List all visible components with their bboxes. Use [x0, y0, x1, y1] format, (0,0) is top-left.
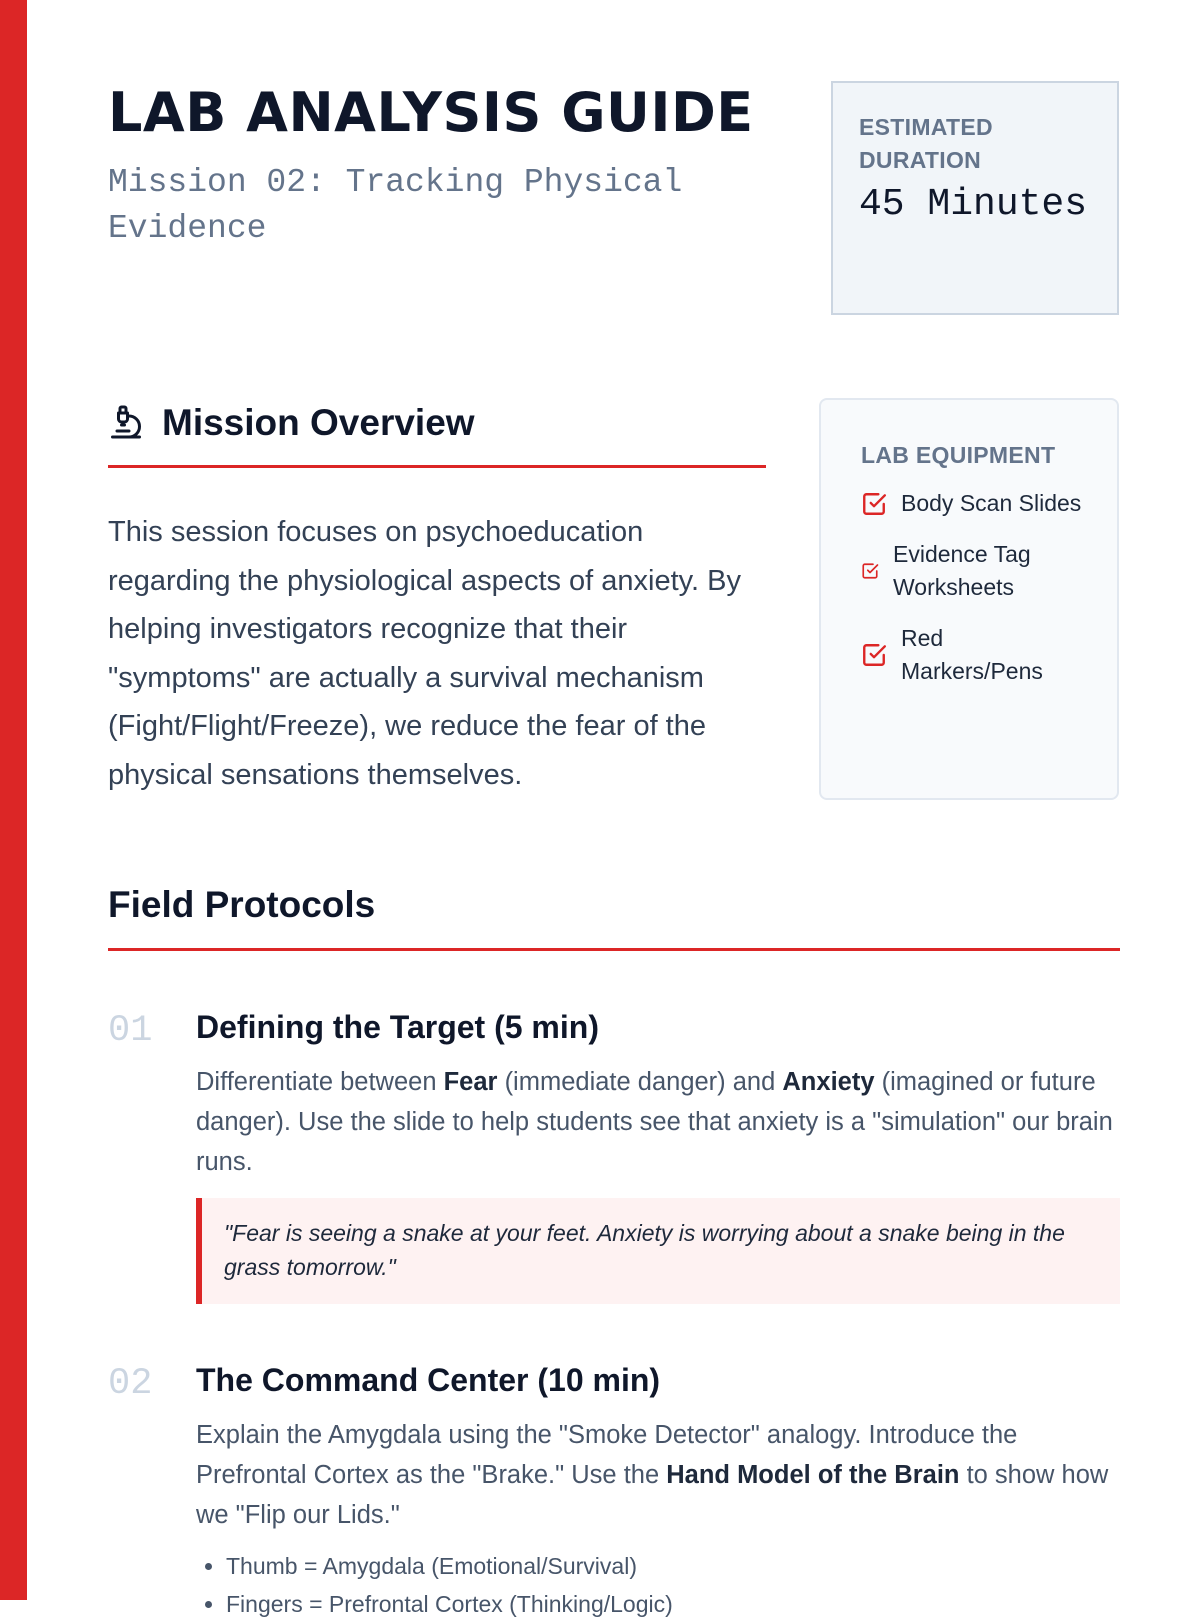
duration-card: [831, 81, 1119, 315]
page-subtitle: Mission 02: Tracking Physical Evidence: [108, 164, 683, 247]
step-bullet-list: [196, 1547, 1120, 1623]
list-item: • Thumb = Amygdala (Emotional/Survival): [226, 1547, 1120, 1585]
step-description: [196, 1415, 1120, 1535]
list-item: [861, 622, 1095, 688]
list-item: [861, 487, 1095, 520]
list-item: • Fingers = Prefrontal Cortex (Thinking/Logic): [226, 1585, 1120, 1623]
step-text-part: Explain the Amygdala using the "Smoke Detector" analogy. Introduce the Prefrontal Cortex as the "Brake." Use the: [196, 1421, 1018, 1489]
step-quote: "Fear is seeing a snake at your feet. Anxiety is worrying about a snake being in the grass tomorrow.": [196, 1198, 1120, 1304]
step-text-bold: Hand Model of the Brain: [666, 1461, 960, 1489]
step-body: [196, 1004, 1120, 1304]
overview-text: This session focuses on psychoeducation regarding the physiological aspects of anxiety. By helping investigators recognize that their "symptoms" are actually a survival mechanism (Fight/Flight/Freeze), we reduce the fear of the physical sensations themselves.: [108, 516, 741, 791]
protocols-header: [108, 880, 1120, 951]
step-body: [196, 1357, 1120, 1623]
checkbox-checked-icon: [861, 562, 879, 580]
step-title: Defining the Target (5 min): [196, 1009, 599, 1045]
duration-value: 45 Minutes: [859, 183, 1088, 226]
equipment-item-label: Evidence Tag Worksheets: [893, 541, 1031, 600]
step-description: [196, 1062, 1120, 1182]
page-title: LAB ANALYSIS GUIDE: [108, 81, 754, 144]
equipment-list: [861, 487, 1095, 688]
step-number: 01: [108, 1010, 153, 1052]
duration-label: ESTIMATED DURATION: [859, 114, 993, 173]
step-text-bold: Anxiety: [782, 1068, 875, 1096]
equipment-item-label: Body Scan Slides: [901, 490, 1082, 516]
step-text-bold: Fear: [443, 1068, 498, 1096]
list-item: [861, 538, 1095, 604]
step-text-part: (immediate danger) and: [497, 1068, 783, 1096]
equipment-title: LAB EQUIPMENT: [861, 442, 1056, 468]
step-number: 02: [108, 1363, 153, 1405]
overview-title: Mission Overview: [162, 402, 475, 443]
step-text-part: (imagined or future danger). Use the slide to help students see that anxiety is a "simulation" our brain runs.: [196, 1068, 1113, 1176]
equipment-item-label: Red Markers/Pens: [901, 625, 1043, 684]
checkbox-checked-icon: [861, 491, 887, 517]
protocols-title: Field Protocols: [108, 884, 376, 925]
step-text-part: to show how we "Flip our Lids.": [196, 1461, 1109, 1529]
step-title: The Command Center (10 min): [196, 1362, 661, 1398]
step-text-part: Differentiate between: [196, 1068, 444, 1096]
checkbox-checked-icon: [861, 642, 887, 668]
equipment-card: [819, 398, 1119, 800]
microscope-icon: [108, 404, 144, 440]
overview-header: [108, 398, 766, 468]
accent-sidebar-bar: [0, 0, 27, 1600]
